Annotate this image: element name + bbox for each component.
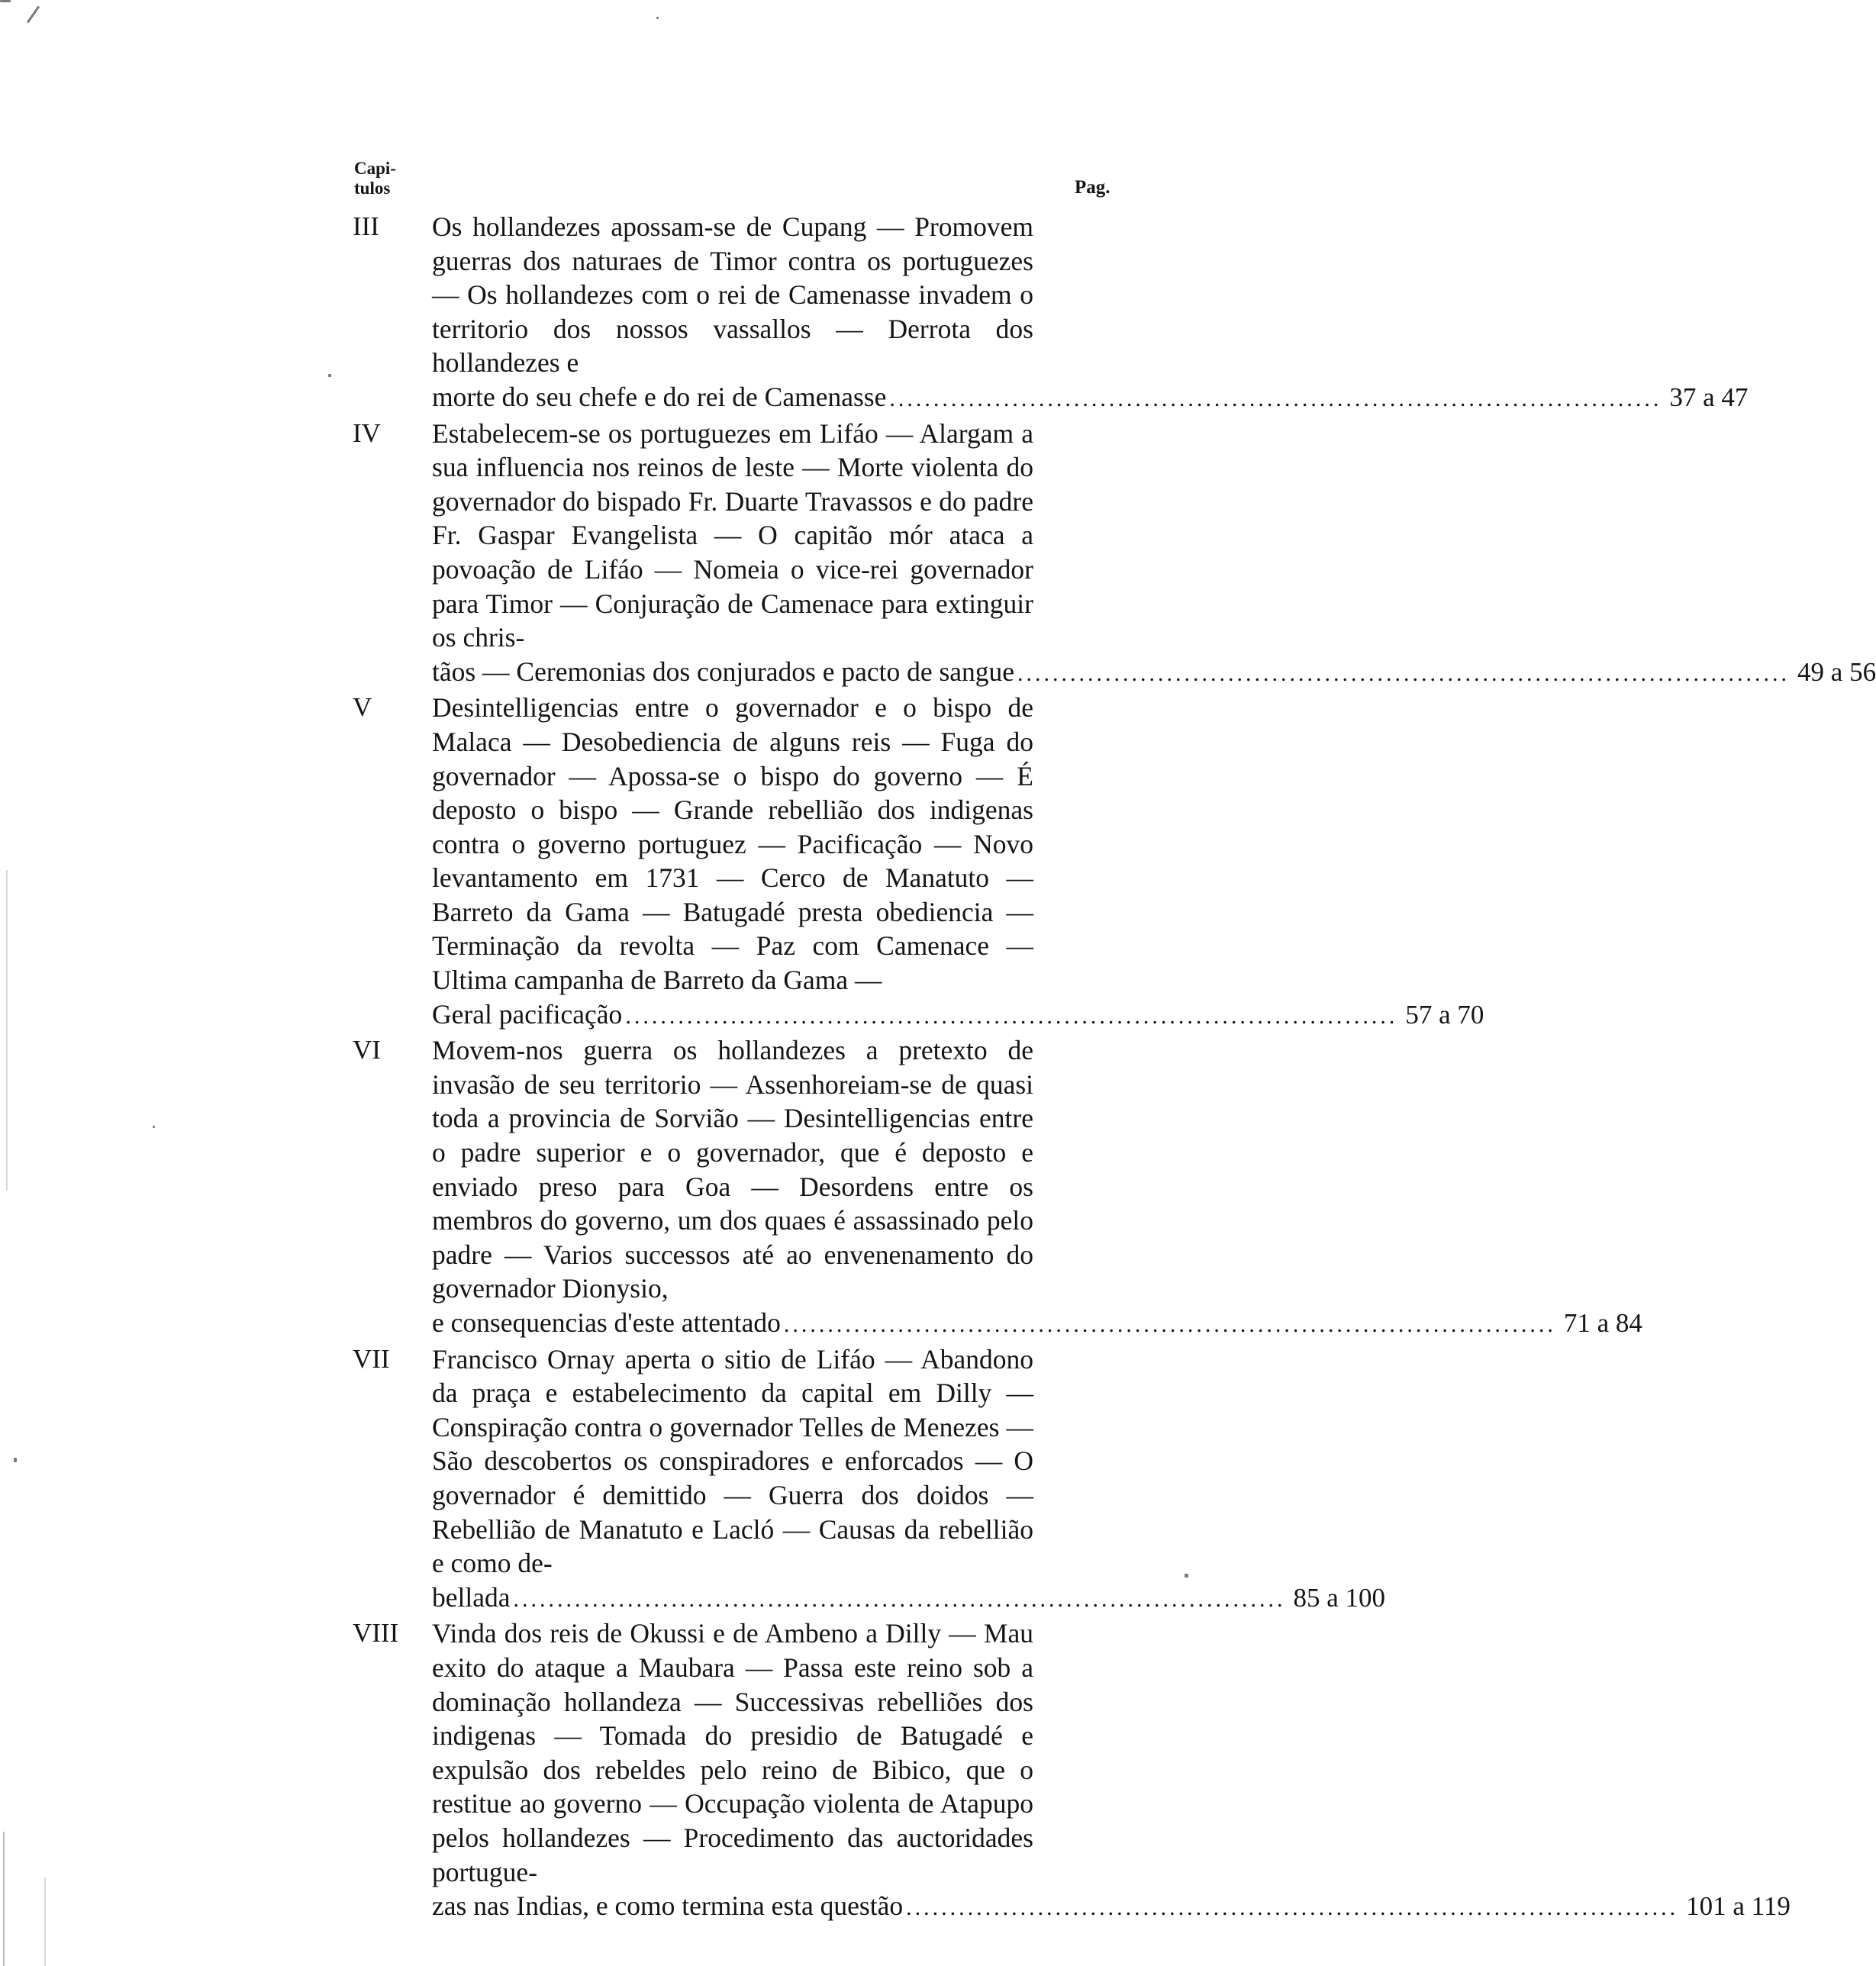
chapter-summary-text: Vinda dos reis de Okussi e de Ambeno a Dilly — Mau exito do ataque a Maubara — Passa este reino sob a dominação hollandeza — Successivas rebelliões dos indigenas — Tomada do presidio de Batugadé e expulsão dos rebeldes pelo reino de Bibico, que o restitue ao governo — Occupação violenta de Atapupo pelos hollandezes — Procedimento das auctoridades portugue- [432, 1618, 1033, 1887]
page-range: 85 a 100 [1293, 1582, 1386, 1613]
scan-speck [1185, 1574, 1188, 1578]
chapter-number: V [353, 692, 372, 723]
chapter-summary-last-line: e consequencias d'este attentado [432, 1307, 781, 1338]
scan-speck [0, 0, 11, 2]
chapter-summary-text: Desintelligencias entre o governador e o bispo de Malaca — Desobediencia de alguns reis — Fuga do governador — Apossa-se o bispo do governo — É deposto o bispo — Grande rebellião dos indigenas contra o governo portuguez — Pacificação — Novo levantamento em 1731 — Cerco de Manatuto — Barreto da Gama — Batugadé presta obediencia — Terminação da revolta — Paz com Camenace — Ultima campanha de Barreto da Gama — [432, 692, 1033, 996]
scan-edge-line [44, 1877, 46, 1966]
chapter-summary [432, 1342, 1386, 1617]
chapter-summary-text: Francisco Ornay aperta o sitio de Lifáo — Abandono da praça e estabelecimento da capital em Dilly — Conspiração contra o governador Telles de Menezes — São descobertos os conspiradores e enforcados — O governador é demittido — Guerra dos doidos — Rebellião de Manatuto e Lacló — Causas da rebellião e como de- [432, 1343, 1033, 1579]
chapter-summary-text: Movem-nos guerra os hollandezes a pretexto de invasão de seu territorio — Assenhoreiam-se de quasi toda a provincia de Sorvião — Desintelligencias entre o padre superior e o governador, que é deposto e enviado preso para Goa — Desordens entre os membros do governo, um dos quaes é assassinado pelo padre — Varios successos até ao envenenamento do governador Dionysio, [432, 1035, 1033, 1304]
chapter-leader-line [353, 998, 1484, 1034]
chapter-leader-line [353, 1581, 1386, 1617]
dot-leader: ........................................................................................ [1017, 660, 1791, 686]
page-range: 71 a 84 [1563, 1308, 1642, 1338]
toc-entry [353, 210, 1749, 417]
toc-entry [353, 1616, 1791, 1925]
dot-leader: ........................................................................................ [513, 1586, 1286, 1612]
chapter-summary [432, 417, 1876, 691]
chapters-column-label [354, 159, 446, 198]
chapter-summary-last-line: Geral pacificação [432, 998, 623, 1030]
scan-speck [328, 374, 331, 377]
chapter-summary-last-line: bellada [432, 1581, 511, 1613]
toc-entry [353, 417, 1876, 691]
scan-speck [27, 5, 40, 23]
chapter-summary [432, 1033, 1642, 1342]
toc-entry [353, 691, 1484, 1033]
chapter-leader-line [353, 1306, 1642, 1342]
toc-entry [353, 1033, 1642, 1342]
dot-leader: ........................................................................................ [783, 1312, 1556, 1337]
chapter-leader-line [353, 655, 1876, 691]
chapters-label-line2: tulos [354, 179, 391, 198]
chapter-leader-line [353, 1889, 1791, 1926]
chapter-summary-last-line: morte do seu chefe e do rei de Camenasse [432, 381, 887, 412]
scan-speck [153, 1126, 155, 1128]
page-column-label: Pag. [1075, 177, 1110, 198]
chapter-number: IV [353, 417, 381, 448]
scan-speck [656, 17, 659, 19]
chapter-summary [432, 1616, 1791, 1925]
table-of-contents [353, 210, 1876, 1926]
chapter-leader-line [353, 380, 1749, 417]
scan-edge-line [3, 1832, 5, 1966]
chapters-label-line1: Capi- [354, 159, 396, 178]
chapter-summary [432, 691, 1484, 1033]
dot-leader: ........................................................................................ [906, 1895, 1679, 1921]
scan-edge-line [6, 870, 8, 1191]
toc-entry [353, 1342, 1386, 1617]
page-range: 37 a 47 [1669, 382, 1749, 412]
page-range: 57 a 70 [1405, 999, 1484, 1030]
chapter-summary-last-line: tãos — Ceremonias dos conjurados e pacto de sangue [432, 656, 1015, 687]
dot-leader: ........................................................................................ [889, 385, 1662, 411]
chapter-summary-text: Estabelecem-se os portuguezes em Lifáo — Alargam a sua influencia nos reinos de leste — Morte violenta do governador do bispado Fr. Duarte Travassos e do padre Fr. Gaspar Evangelista — O capitão mór ataca a povoação de Lifáo — Nomeia o vice-rei governador para Timor — Conjuração de Camenace para extinguir os chris- [432, 417, 1033, 653]
page-range: 49 a 56 [1797, 656, 1876, 687]
scan-speck [14, 1458, 17, 1462]
chapter-summary-last-line: zas nas Indias, e como termina esta questão [432, 1890, 904, 1922]
chapter-summary [432, 210, 1749, 417]
chapter-summary-text: Os hollandezes apossam-se de Cupang — Promovem guerras dos naturaes de Timor contra os portuguezes — Os hollandezes com o rei de Camenasse invadem o territorio dos nossos vassallos — Derrota dos hollandezes e [432, 211, 1033, 379]
chapter-number: III [353, 211, 379, 241]
chapter-number: VI [353, 1035, 381, 1065]
page-range: 101 a 119 [1686, 1891, 1791, 1922]
chapter-number: VII [353, 1343, 390, 1374]
dot-leader: ........................................................................................ [625, 1003, 1398, 1029]
chapter-number: VIII [353, 1618, 399, 1649]
